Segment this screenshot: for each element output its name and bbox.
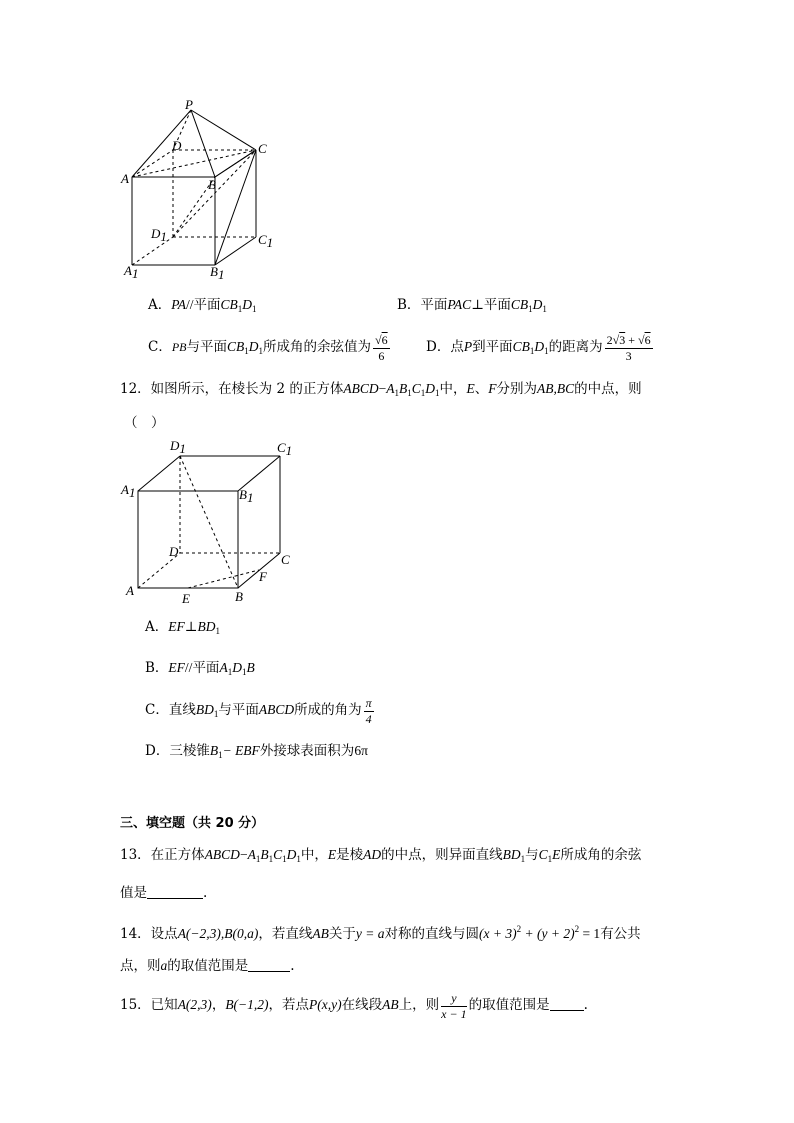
label-A1: A1 (121, 482, 136, 500)
q15-answer-blank[interactable] (550, 998, 584, 1011)
q12-option-a[interactable]: A．$EF\perp BD_1$ (145, 619, 220, 636)
label-C: C (281, 552, 290, 567)
q15-line: 15．已知A(2,3)，B(−1,2)，若点P(x,y)在线段AB上，则 $\frac{y}{x - 1}$ 的取值范围是 . (120, 990, 588, 1021)
label-D: D (169, 544, 179, 559)
q14-answer-blank[interactable] (248, 959, 290, 972)
fraction-pi-over-4: $\frac{\pi}{4}$ (365, 695, 372, 726)
label-D1: D1 (170, 438, 186, 456)
label-B1: B1 (210, 264, 225, 282)
label-E: E (182, 591, 190, 606)
q14-line2: 点，则a的取值范围是 . (120, 958, 295, 974)
label-C: C (258, 141, 267, 156)
q13-answer-blank[interactable] (147, 886, 203, 899)
label-D: D (172, 138, 182, 153)
q14-line1: 14．设点A(−2,3),B(0,a)，若直线AB关于y = a对称的直线与圆$(x + 3)^2 + (y + 2)^2 = 1$有公共 (120, 924, 641, 942)
q12-option-c[interactable]: C．直线$BD_1$与平面ABCD所成的角为 $\frac{\pi}{4}$ (145, 695, 372, 726)
q12-stem: 12．如图所示，在棱长为 2 的正方体$ABCD-A_1B_1C_1D_1$中，E、F分别为AB,BC的中点，则 (120, 381, 642, 398)
label-B: B (208, 177, 216, 192)
figure-cube-pyramid (118, 95, 288, 285)
q11-option-d[interactable]: D．点P到平面$CB_1D_1$的距离为 $\frac{2√3 + √6}{3}$ (426, 332, 651, 363)
label-A: A (126, 583, 134, 598)
section-title: 三、填空题（共 20 分） (120, 816, 265, 831)
label-B: B (235, 589, 243, 604)
label-F: F (259, 569, 267, 584)
q13-line2: 值是 . (120, 885, 208, 901)
q12-option-b[interactable]: B．EF//平面$A_1D_1B$ (145, 660, 255, 677)
q13-line1: 13．在正方体$ABCD-A_1B_1C_1D_1$中，E是棱AD的中点，则异面直线$BD_1$与$C_1E$所成角的余弦 (120, 847, 642, 864)
q12-answer-paren[interactable]: （ ） (124, 415, 165, 431)
q11-option-a[interactable]: A．PA//平面$CB_1D_1$ (148, 297, 257, 314)
q12-option-d[interactable]: D．三棱锥$B_1-$ EBF外接球表面积为6π (145, 743, 368, 760)
label-C1: C1 (258, 232, 274, 250)
label-C1: C1 (277, 440, 293, 458)
label-A: A (121, 171, 129, 186)
label-B1: B1 (239, 487, 254, 505)
label-A1: A1 (124, 263, 139, 281)
label-P: P (185, 97, 193, 112)
figure-cube-ef (118, 436, 303, 611)
q11-option-b[interactable]: B．平面PAC⊥平面$CB_1D_1$ (397, 297, 547, 314)
fraction-distance: $\frac{2√3 + √6}{3}$ (606, 332, 651, 363)
label-D1: D1 (151, 226, 167, 244)
q11-option-c[interactable]: C．PB与平面$CB_1D_1$所成角的余弦值为 $\frac{√6}{6}$ (148, 332, 388, 363)
fraction-sqrt6-over-6: $\frac{√6}{6}$ (375, 332, 388, 363)
fraction-y-over-x-minus-1: $\frac{y}{x - 1}$ (441, 990, 467, 1021)
